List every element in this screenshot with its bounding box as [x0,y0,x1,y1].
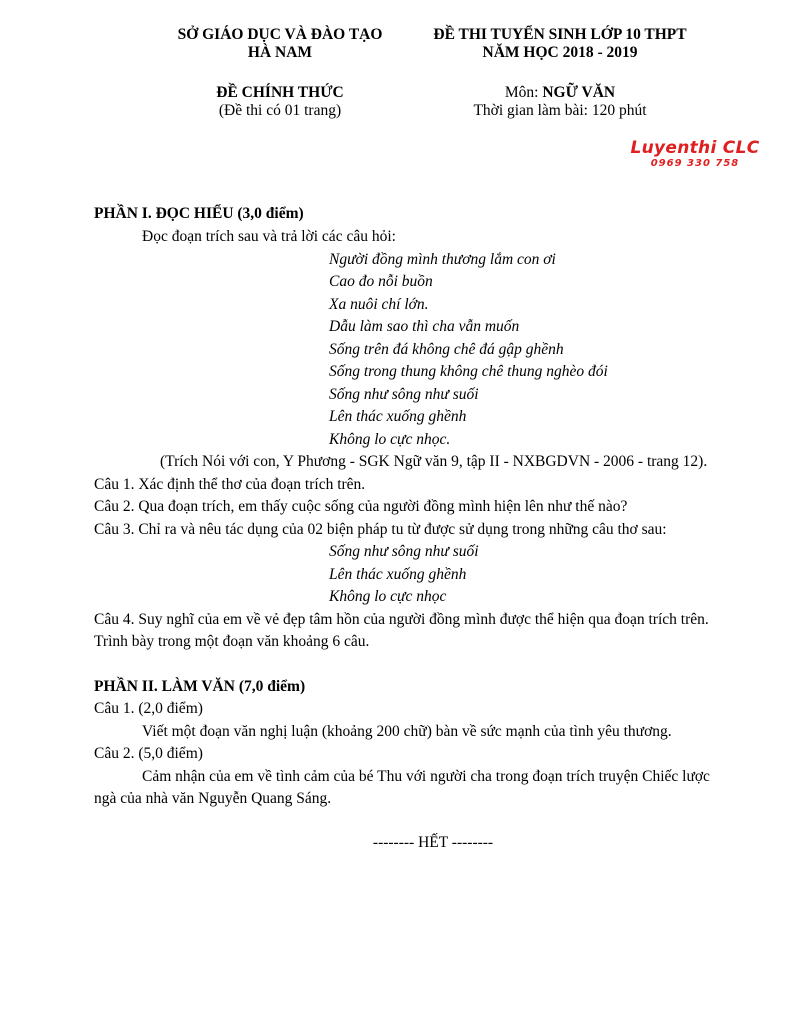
q3-poem-line: Sống như sông như suối [329,543,479,560]
exam-title: ĐỀ THI TUYỂN SINH LỚP 10 THPT [433,26,687,43]
time-limit: Thời gian làm bài: 120 phút [473,102,647,119]
part2-heading: PHẦN II. LÀM VĂN (7,0 điểm) [94,678,306,695]
pages-note: (Đề thi có 01 trang) [218,102,342,119]
essay-1-label: Câu 1. (2,0 điểm) [94,700,203,717]
poem-line: Xa nuôi chí lớn. [329,296,429,313]
poem-source: (Trích Nói với con, Y Phương - SGK Ngữ văn 9, tập II - NXBGDVN - 2006 - trang 12). [160,453,708,470]
subject-label: Môn: [504,84,543,101]
question-2: Câu 2. Qua đoạn trích, em thấy cuộc sống của người đồng mình hiện lên như thế nào? [94,498,628,515]
poem-line: Người đồng mình thương lắm con ơi [329,251,556,268]
poem-line: Không lo cực nhọc. [329,431,451,448]
poem-line: Sống trên đá không chê đá gập ghềnh [329,341,564,358]
part1-intro: Đọc đoạn trích sau và trả lời các câu hỏi: [142,228,396,245]
watermark-phone: 0969 330 758 [650,158,740,169]
poem-line: Cao đo nỗi buồn [329,273,433,290]
poem-line: Sống trong thung không chê thung nghèo đói [329,363,608,380]
org-name-line1: SỞ GIÁO DỤC VÀ ĐÀO TẠO [177,26,383,43]
essay-2-text-line1: Cảm nhận của em về tình cảm của bé Thu với người cha trong đoạn trích truyện Chiếc lược [142,768,710,785]
part1-heading: PHẦN I. ĐỌC HIỂU (3,0 điểm) [94,205,304,222]
essay-2-text-line2: ngà của nhà văn Nguyễn Quang Sáng. [94,790,332,807]
poem-line: Lên thác xuống ghềnh [329,408,467,425]
essay-2-label: Câu 2. (5,0 điểm) [94,745,203,762]
org-name-line2: HÀ NAM [247,44,313,61]
school-year: NĂM HỌC 2018 - 2019 [482,44,638,61]
essay-1-text: Viết một đoạn văn nghị luận (khoảng 200 chữ) bàn về sức mạnh của tình yêu thương. [142,723,672,740]
official-exam-label: ĐỀ CHÍNH THỨC [216,84,344,101]
subject-name: NGỮ VĂN [542,84,616,101]
question-4-line2: Trình bày trong một đoạn văn khoảng 6 câu. [94,633,370,650]
end-marker: -------- HẾT -------- [372,834,494,851]
poem-line: Sống như sông như suối [329,386,479,403]
question-1: Câu 1. Xác định thể thơ của đoạn trích trên. [94,476,366,493]
question-3: Câu 3. Chỉ ra và nêu tác dụng của 02 biện pháp tu từ được sử dụng trong những câu thơ sau: [94,521,667,538]
question-4-line1: Câu 4. Suy nghĩ của em về vẻ đẹp tâm hồn của người đồng mình được thể hiện qua đoạn trích trên. [94,611,709,628]
poem-line: Dẫu làm sao thì cha vẫn muốn [329,318,520,335]
subject-line [420,84,700,102]
q3-poem-line: Không lo cực nhọc [329,588,447,605]
q3-poem-line: Lên thác xuống ghềnh [329,566,467,583]
watermark-logo [620,140,770,169]
watermark-brand: Luyenthi CLC [630,138,760,158]
